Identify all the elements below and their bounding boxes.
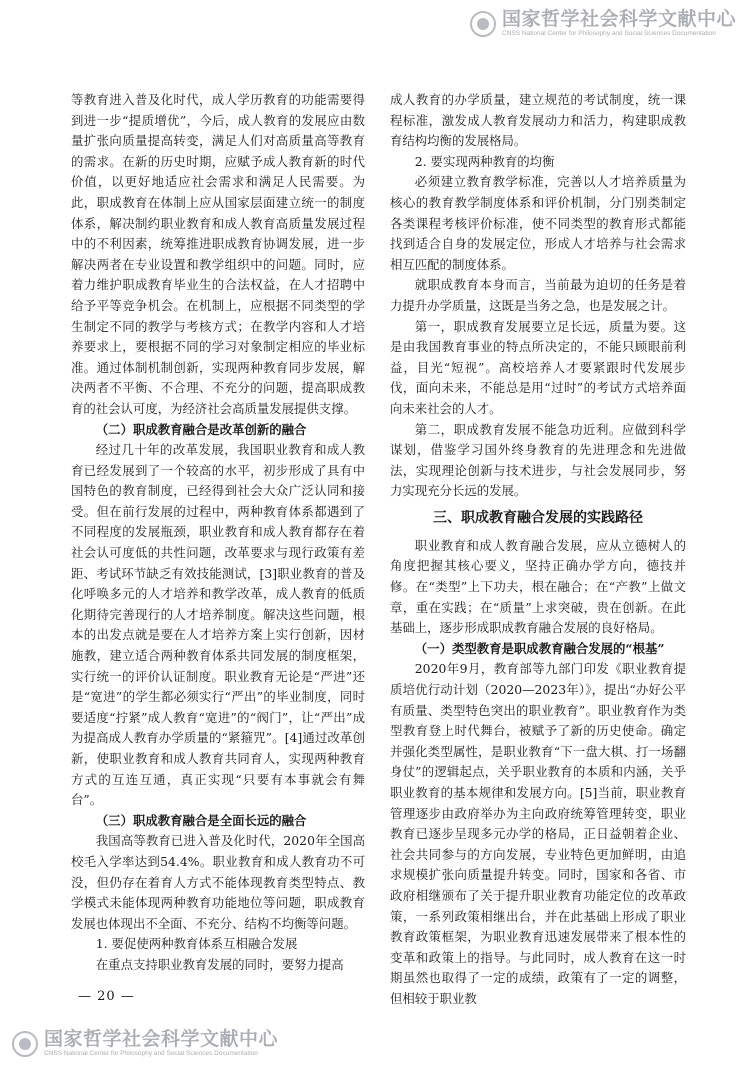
- paragraph: 就职成教育本身而言，当前最为迫切的任务是着力提升办学质量，这既是当务之急，也是发展之计。: [390, 277, 686, 313]
- page-number: — 20 —: [78, 989, 135, 1004]
- watermark-bottom: [12, 1030, 278, 1058]
- paragraph: 等教育进入普及化时代，成人学历教育的功能需要得到进一步“提质增优”，今后，成人教育的发展应由数量扩张向质量提高转变，满足人们对高质量高等教育的需求。在新的历史时期，应赋予成人教育新的时代价值，以更好地适应社会需求和满足人民需要。为此，职成教育在体制上应从国家层面建立统一的制度体系，解决制约职业教育和成人教育高质量发展过程中的不利因素，统筹推进职成教育协调发展，进一步解决两者在专业设置和教学组织中的问题。同时，应着力维护职成教育毕业生的合法权益，在人才招聘中给予平等竞争机会。在机制上，应根据不同类型的学生制定不同的教学与考核方式；在教学内容和人才培养要求上，要根据不同的学习对象制定相应的毕业标准。通过体制机制创新，实现两种教育同步发展，解决两者不平衡、不合理、不充分的问题，提高职成教育的社会认可度，为经济社会高质量发展提供支撑。: [71, 92, 365, 416]
- watermark-en: CNSS National Center for Philosophy and Social Sciences Documentation: [501, 30, 716, 37]
- cnss-logo-icon: [470, 11, 496, 37]
- paragraph: 我国高等教育已进入普及化时代，2020年全国高校毛入学率达到54.4%。职业教育和成人教育功不可没，但仍存在着育人方式不能体现教育类型特点、教学模式未能体现两种教育功能地位等问题，职成教育发展也体现出不全面、不充分、结构不均衡等问题。: [71, 833, 365, 931]
- watermark-en: CNSS National Center for Philosophy and Social Sciences Documentation: [44, 1050, 258, 1057]
- cnss-logo-icon: [12, 1031, 38, 1057]
- right-column: [390, 90, 686, 1010]
- section-heading: 2. 要实现两种教育的均衡: [414, 153, 555, 169]
- paragraph: 经过几十年的改革发展，我国职业教育和成人教育已经发展到了一个较高的水平，初步形成了具有中国特色的教育制度，已经得到社会大众广泛认同和接受。但在前行发展的过程中，两种教育体系都遇到了不同程度的发展瓶颈，职业教育和成人教育都存在着社会认可度低的共性问题，改革要求与现行政策有差距、考试环节缺乏有效技能测试，[3]职业教育的普及化呼唤多元的人才培养和教学改革，成人教育的低质化期待完善现行的人才培养制度。解决这些问题，根本的出发点就是要在人才培养方案上实行创新，因材施教，建立适合两种教育体系共同发展的制度框架，实行统一的评价认证制度。职业教育无论是“严进”还是“宽进”的学生都必须实行“严出”的毕业制度，同时要适度“拧紧”成人教育“宽进”的“阀门”，让“严出”成为提高成人教育办学质量的“紧箍咒”。[4]通过改革创新，使职业教育和成人教育共同育人，实现两种教育方式的互连互通，真正实现“只要有本事就会有舞台”。: [71, 442, 365, 808]
- paragraph: 职业教育和成人教育融合发展，应从立德树人的角度把握其核心要义，坚持正确办学方向，德技并修。在“类型”上下功夫，根在融合；在“产教”上做文章，重在实践；在“质量”上求突破，贵在创新。在此基础上，逐步形成职成教育融合发展的良好格局。: [390, 537, 686, 636]
- section-heading: 1. 要促使两种教育体系互相融合发展: [95, 936, 298, 952]
- watermark-top: [470, 10, 736, 38]
- paragraph: 成人教育的办学质量，建立规范的考试制度，统一课程标准，激发成人教育发展动力和活力，构建职成教育结构均衡的发展格局。: [390, 92, 686, 149]
- paragraph: 必须建立教育教学标准，完善以人才培养质量为核心的教育教学制度体系和评价机制，分门别类制定各类课程考核评价标准，使不同类型的教育形式都能找到适合自身的发展定位，形成人才培养与社会需求相互匹配的制度体系。: [390, 174, 686, 272]
- watermark-cn: 国家哲学社会科学文献中心: [501, 8, 736, 30]
- paragraph: 第二，职成教育发展不能急功近利。应做到科学谋划，借鉴学习国外终身教育的先进理念和先进做法，实现理论创新与技术进步，与社会发展同步，努力实现充分长远的发展。: [390, 421, 686, 499]
- section-heading: （一）类型教育是职成教育融合发展的“根基”: [414, 640, 665, 656]
- left-column: [71, 90, 365, 976]
- paragraph: 2020年9月，教育部等九部门印发《职业教育提质培优行动计划（2020—2023年）》，提出“办好公平有质量、类型特色突出的职业教育”。职业教育作为类型教育登上时代舞台，被赋予了新的历史使命。确定并强化类型属性，是职业教育“下一盘大棋、打一场翻身仗”的逻辑起点，关乎职业教育的本质和内涵，关乎职业教育的基本规律和发展方向。[5]当前，职业教育管理逐步由政府举办为主向政府统筹管理转变，职业教育已逐步呈现多元办学的格局，正日益朝着企业、社会共同参与的方向发展，专业特色更加鲜明，由追求规模扩张向质量提升转变。同时，国家和各省、市政府相继颁布了关于提升职业教育功能定位的改革政策，一系列政策相继出台，并在此基础上形成了职业教育政策框架，为职业教育迅速发展带来了根本性的变革和政策上的指导。与此同时，成人教育在这一时期虽然也取得了一定的成绩，政策有了一定的调整，但相较于职业教: [390, 661, 686, 1006]
- paragraph: 第一，职成教育发展要立足长远，质量为要。这是由我国教育事业的特点所决定的，不能只顾眼前利益，目光“短视”。高校培养人才要紧跟时代发展步伐，面向未来，不能总是用“过时”的考试方式培养面向未来社会的人才。: [390, 318, 686, 416]
- watermark-cn: 国家哲学社会科学文献中心: [44, 1028, 279, 1050]
- section-heading: 三、职成教育融合发展的实践路径: [433, 509, 643, 526]
- paragraph: 在重点支持职业教育发展的同时，要努力提高: [95, 956, 344, 972]
- section-heading: （三）职成教育融合是全面长远的融合: [95, 812, 307, 828]
- section-heading: （二）职成教育融合是改革创新的融合: [95, 421, 307, 437]
